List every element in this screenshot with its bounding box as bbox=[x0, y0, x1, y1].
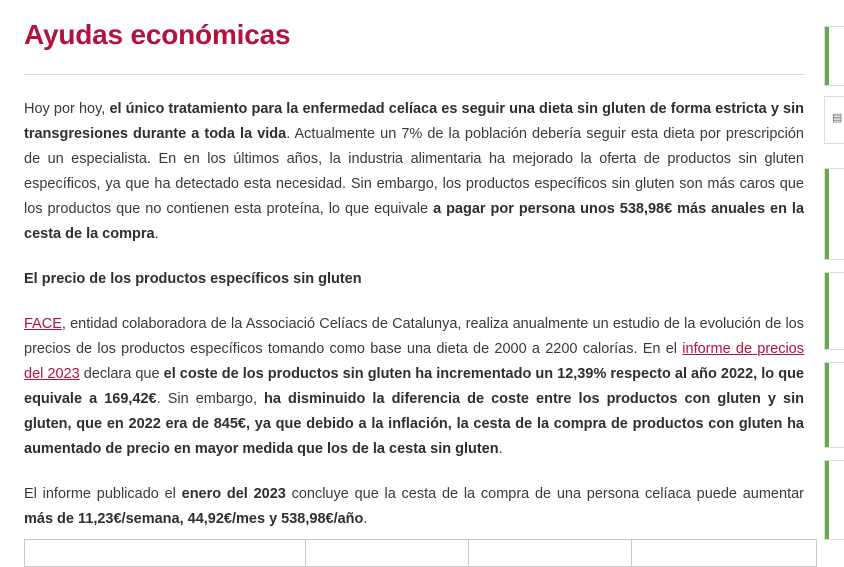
document-icon: ▤ bbox=[832, 112, 843, 124]
paragraph-report-tail: . bbox=[363, 511, 368, 527]
table-cell bbox=[306, 540, 469, 567]
paragraph-report-bold-date: enero del 2023 bbox=[181, 486, 286, 502]
table-cell bbox=[25, 540, 306, 567]
rail-card-3[interactable] bbox=[824, 168, 844, 260]
paragraph-prices-text-2: declara que bbox=[79, 366, 164, 382]
paragraph-intro-bold-cost: a pagar por persona unos 538,98€ más anuales en la cesta de la compra bbox=[24, 201, 805, 242]
paragraph-report-text-1: El informe publicado el bbox=[24, 486, 182, 502]
rail-card-accent-stripe bbox=[825, 27, 829, 85]
paragraph-intro bbox=[24, 97, 804, 247]
paragraph-prices bbox=[24, 312, 804, 462]
informe-precios-2023-link[interactable]: informe de precios del 2023 bbox=[24, 341, 804, 382]
face-link[interactable]: FACE bbox=[24, 316, 62, 332]
article-content bbox=[24, 18, 804, 532]
table-cell bbox=[632, 540, 817, 567]
paragraph-intro-bold-treatment: el único tratamiento para la enfermedad celíaca es seguir una dieta sin gluten de forma estricta y sin transgresiones durante a toda la vida bbox=[24, 101, 804, 142]
paragraph-intro-mid: . Actualmente un 7% de la población debería seguir esta dieta por prescripción de un especialista. En en los últimos años, la industria alimentaria ha mejorado la oferta de productos sin gluten específicos, ya que ha detectado esta necesidad. Sin embargo, los productos específicos sin gluten son más caros que los productos que no contienen esta proteína, lo que equivale bbox=[24, 126, 804, 217]
rail-card-accent-stripe bbox=[825, 363, 829, 447]
paragraph-intro-lead: Hoy por hoy, bbox=[24, 101, 110, 117]
rail-card-5[interactable] bbox=[824, 362, 844, 448]
rail-card-4[interactable] bbox=[824, 272, 844, 350]
rail-card-1[interactable] bbox=[824, 26, 844, 86]
rail-card-6[interactable] bbox=[824, 460, 844, 540]
rail-card-accent-stripe bbox=[825, 461, 829, 539]
paragraph-prices-text-1: , entidad colaboradora de la Associació Celíacs de Catalunya, realiza anualmente un estudio de la evolución de los precios de los productos específicos tomando como base una dieta de 2000 a 2200 calorías. En el bbox=[24, 316, 804, 357]
paragraph-prices-bold-difference: ha disminuido la diferencia de coste entre los productos con gluten y sin gluten, que en 2022 era de 845€, ya que debido a la inflación, la cesta de la compra de productos con gluten ha aumentado de precio en mayor medida que los de la cesta sin gluten bbox=[24, 391, 804, 457]
page-title: Ayudas económicas bbox=[24, 19, 291, 50]
paragraph-report bbox=[24, 482, 804, 532]
title-divider bbox=[24, 74, 804, 75]
section-subheading: El precio de los productos específicos sin gluten bbox=[24, 271, 362, 287]
paragraph-prices-text-3: . Sin embargo, bbox=[156, 391, 265, 407]
rail-card-2[interactable] bbox=[824, 96, 844, 144]
paragraph-prices-tail: . bbox=[498, 441, 503, 457]
right-sidebar-rail bbox=[822, 0, 844, 551]
rail-card-accent-stripe bbox=[825, 273, 829, 349]
rail-card-accent-stripe bbox=[825, 169, 829, 259]
paragraph-intro-tail: . bbox=[154, 226, 159, 242]
comparison-table bbox=[24, 539, 817, 567]
table-cell bbox=[469, 540, 632, 567]
paragraph-report-bold-amounts: más de 11,23€/semana, 44,92€/mes y 538,98€/año bbox=[24, 511, 364, 527]
paragraph-prices-bold-increase: el coste de los productos sin gluten ha incrementado un 12,39% respecto al año 2022, lo que equivale a 169,42€ bbox=[24, 366, 804, 407]
table-row bbox=[25, 540, 817, 567]
paragraph-report-text-2: concluye que la cesta de la compra de una persona celíaca puede aumentar bbox=[285, 486, 804, 502]
